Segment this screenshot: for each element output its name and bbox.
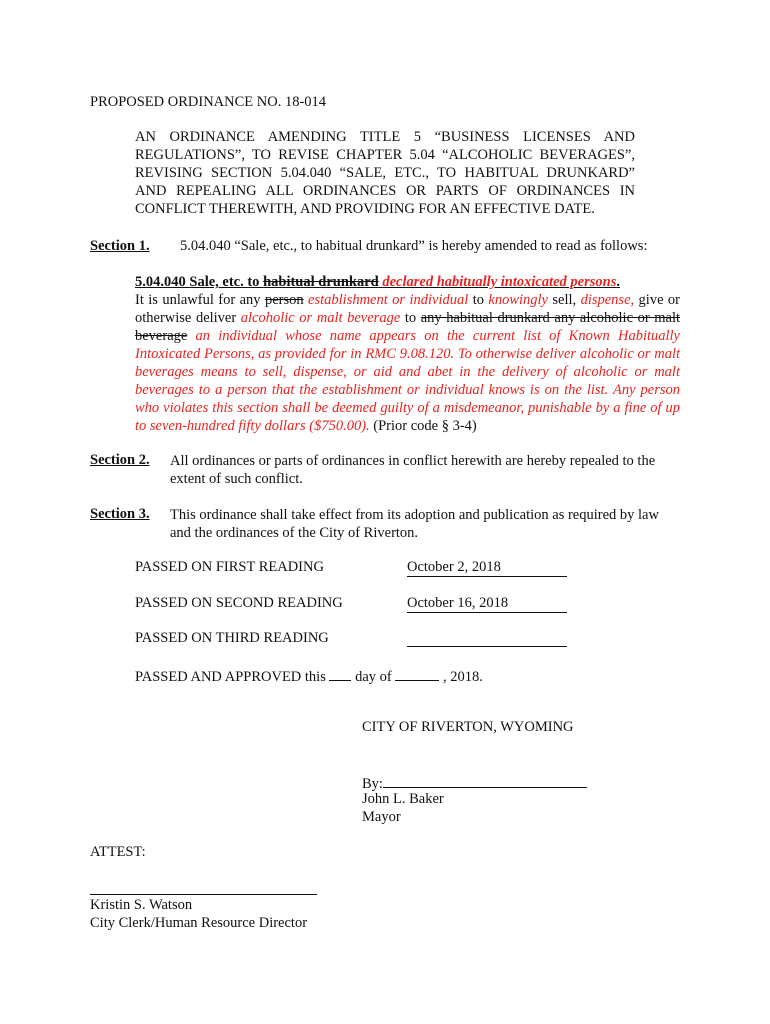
- amendment-body: [135, 291, 680, 435]
- amendment-text: give or otherwise deliver: [135, 292, 680, 326]
- attest-signature-line: [90, 894, 317, 895]
- by-label: By:: [362, 776, 383, 792]
- attest-label: ATTEST:: [90, 844, 146, 860]
- approved-mid: day of: [355, 669, 392, 685]
- ordinance-title: AN ORDINANCE AMENDING TITLE 5 “BUSINESS LICENSES AND REGULATIONS”, TO REVISE CHAPTER 5.04 “ALCOHOLIC BEVERAGES”, REVISING SECTION 5.04.040 “SALE, ETC., TO HABITUAL DRUNKARD” AND REPEALING ALL ORDINANCES OR PARTS OF ORDINANCES IN CONFLICT THEREWITH, AND PROVIDING FOR AN EFFECTIVE DATE.: [135, 129, 635, 217]
- amendment-heading-end: .: [616, 274, 620, 290]
- month-blank: [395, 666, 439, 681]
- signature-by-line: [362, 773, 587, 793]
- amendment-text: sell,: [548, 292, 581, 308]
- section-2-text: All ordinances or parts of ordinances in conflict herewith are hereby repealed to the extent of such conflict.: [170, 453, 656, 487]
- deleted-heading-text: habitual drunkard: [263, 274, 379, 290]
- ordinance-number: PROPOSED ORDINANCE NO. 18-014: [90, 94, 327, 110]
- section-3-label: Section 3.: [90, 506, 150, 522]
- third-reading-date: [407, 630, 567, 647]
- first-reading-label: PASSED ON FIRST READING: [135, 559, 324, 575]
- second-reading-label: PASSED ON SECOND READING: [135, 595, 343, 611]
- section-2-label: Section 2.: [90, 452, 150, 468]
- first-reading-date: October 2, 2018: [407, 559, 567, 577]
- day-blank: [329, 666, 351, 681]
- amendment-heading-plain: 5.04.040 Sale, etc. to: [135, 274, 264, 290]
- amendment-block: [135, 273, 680, 435]
- prior-code-reference: (Prior code § 3-4): [369, 418, 477, 434]
- amendment-text: to: [468, 292, 489, 308]
- deleted-text: person: [264, 292, 304, 308]
- inserted-text: knowingly: [488, 292, 548, 308]
- inserted-text: alcoholic or malt beverage: [240, 310, 401, 326]
- approved-prefix: PASSED AND APPROVED this: [135, 669, 326, 685]
- clerk-title: City Clerk/Human Resource Director: [90, 915, 308, 931]
- inserted-heading-text: declared habitually intoxicated persons: [382, 274, 617, 290]
- third-reading-label: PASSED ON THIRD READING: [135, 630, 329, 646]
- section-1-label: Section 1.: [90, 238, 150, 254]
- city-name: CITY OF RIVERTON, WYOMING: [362, 719, 574, 735]
- amendment-text: It is unlawful for any: [135, 292, 265, 308]
- second-reading-date: October 16, 2018: [407, 595, 567, 613]
- approved-suffix: , 2018.: [442, 669, 483, 685]
- deleted-text: any habitual drunkard any alcoholic or malt beverage: [135, 310, 681, 344]
- inserted-text: an individual whose name appears on the current list of Known Habitually Intoxicated Persons, as provided for in RMC 9.08.120. To otherwise deliver alcoholic or malt beverages means to sell, dispense, or aid and abet in the delivery of alcoholic or malt beverages to a person that the establishment or individual knows is on the list. Any person who violates this section shall be deemed guilty of a misdemeanor, punishable by a fine of up to seven-hundred fifty dollars ($750.00).: [135, 328, 680, 434]
- inserted-text: establishment or individual: [303, 292, 469, 308]
- passed-approved-line: [135, 666, 483, 686]
- section-3-text: This ordinance shall take effect from its adoption and publication as required by law and the ordinances of the City of Riverton.: [170, 507, 659, 541]
- mayor-name: John L. Baker: [362, 791, 444, 807]
- inserted-text: dispense,: [580, 292, 635, 308]
- amendment-text: to: [400, 310, 421, 326]
- clerk-name: Kristin S. Watson: [90, 897, 193, 913]
- section-1-text: 5.04.040 “Sale, etc., to habitual drunkard” is hereby amended to read as follows:: [180, 238, 648, 254]
- mayor-title: Mayor: [362, 809, 401, 825]
- amendment-heading: [135, 273, 680, 291]
- signature-line: [383, 773, 587, 788]
